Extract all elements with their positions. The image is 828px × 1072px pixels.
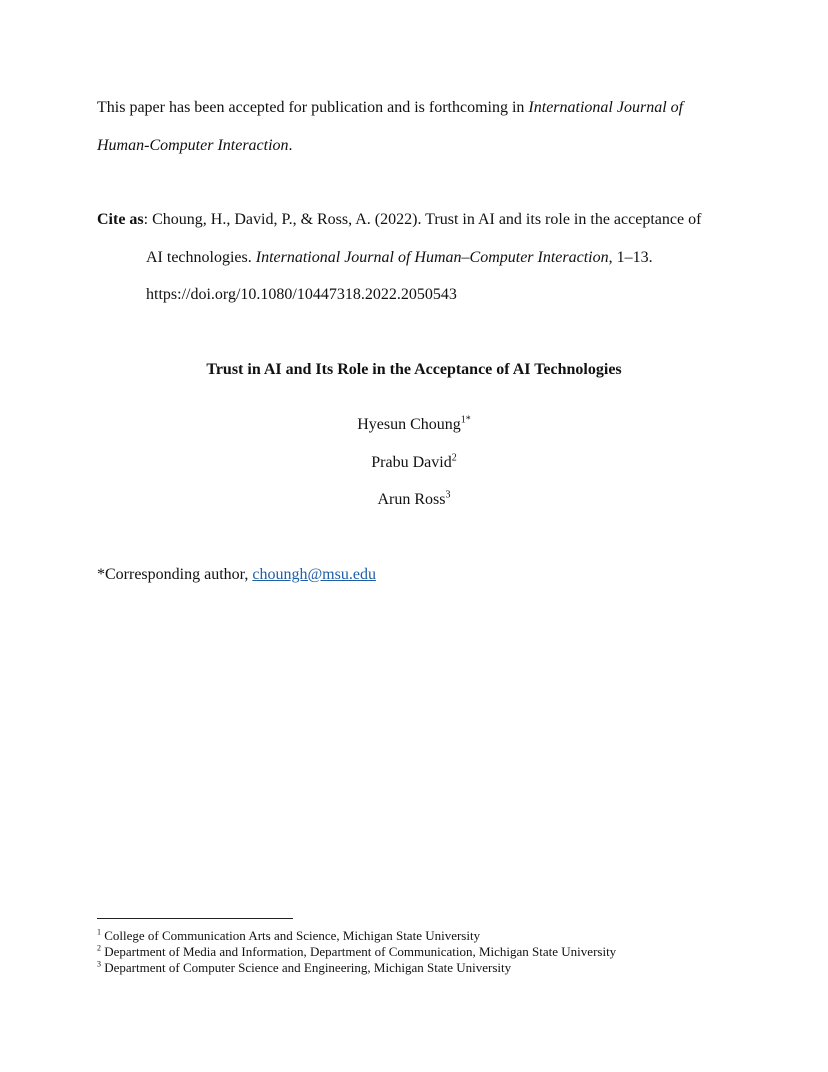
- corresponding-label: *Corresponding author,: [97, 566, 253, 583]
- footnote-3-text: Department of Computer Science and Engineering, Michigan State University: [101, 960, 512, 975]
- cite-pages: , 1–13.: [608, 249, 653, 266]
- notice-journal-part2: Human-Computer Interaction: [97, 137, 289, 154]
- cite-colon: :: [143, 211, 149, 228]
- author-2-mark: 2: [451, 452, 457, 464]
- author-3-name: Arun Ross: [377, 491, 446, 508]
- paper-title: Trust in AI and Its Role in the Acceptance of AI Technologies: [206, 361, 622, 378]
- footnote-3: [97, 960, 511, 976]
- citation-line2: [146, 248, 653, 268]
- citation-doi: https://doi.org/10.1080/10447318.2022.2050543: [146, 286, 457, 303]
- notice-suffix: .: [288, 137, 293, 154]
- author-3-mark: 3: [445, 489, 451, 501]
- footnote-3-mark: 3: [97, 959, 101, 969]
- notice-journal-part1: International Journal of: [528, 99, 684, 116]
- cite-text: Choung, H., David, P., & Ross, A. (2022). Trust in AI and its role in the acceptance of: [148, 211, 702, 228]
- citation-line1: [97, 210, 701, 230]
- cite-label: Cite as: [97, 211, 144, 228]
- author-3: [0, 490, 828, 510]
- author-2: [0, 453, 828, 473]
- corresponding-author: [97, 565, 376, 585]
- author-2-name: Prabu David: [371, 454, 452, 471]
- publication-notice-line2: [97, 136, 293, 156]
- footnote-1-mark: 1: [97, 927, 101, 937]
- email-link[interactable]: choungh@msu.edu: [252, 566, 376, 583]
- footnote-divider: [97, 918, 293, 919]
- cite-line2-pre: AI technologies.: [146, 249, 256, 266]
- notice-prefix: This paper has been accepted for publication and is forthcoming in: [97, 99, 529, 116]
- footnote-2-mark: 2: [97, 943, 101, 953]
- footnote-2-text: Department of Media and Information, Department of Communication, Michigan State University: [101, 944, 617, 959]
- author-1-mark: 1*: [460, 414, 471, 426]
- author-1-name: Hyesun Choung: [357, 416, 461, 433]
- footnote-1-text: College of Communication Arts and Science, Michigan State University: [101, 928, 481, 943]
- footnote-2: [97, 944, 616, 960]
- cite-journal: International Journal of Human–Computer Interaction: [255, 249, 609, 266]
- author-1: [0, 415, 828, 435]
- footnote-1: [97, 928, 480, 944]
- publication-notice-line1: [97, 98, 683, 118]
